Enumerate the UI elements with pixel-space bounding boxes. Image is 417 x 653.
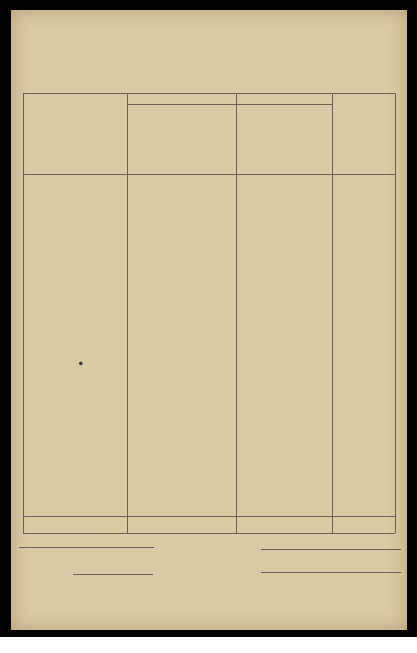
table-right-rule — [395, 93, 396, 533]
group-header-rule — [127, 104, 332, 105]
remarks-column-rule — [332, 93, 333, 533]
unit-underline — [19, 547, 154, 548]
totals-top-rule — [23, 516, 395, 517]
table-left-rule — [23, 93, 24, 533]
signature-underline — [261, 549, 401, 550]
detail-column-rule — [127, 93, 128, 533]
table-bottom-rule — [23, 533, 395, 534]
header-bottom-rule — [23, 174, 395, 175]
document-sheet — [11, 10, 407, 630]
cooks-mark: ● — [79, 360, 83, 367]
bde-underline — [261, 572, 401, 573]
archive-credit-bar — [0, 637, 417, 653]
date-underline — [73, 574, 153, 575]
surplus-column-rule — [236, 93, 237, 533]
table-top-rule — [23, 93, 395, 94]
